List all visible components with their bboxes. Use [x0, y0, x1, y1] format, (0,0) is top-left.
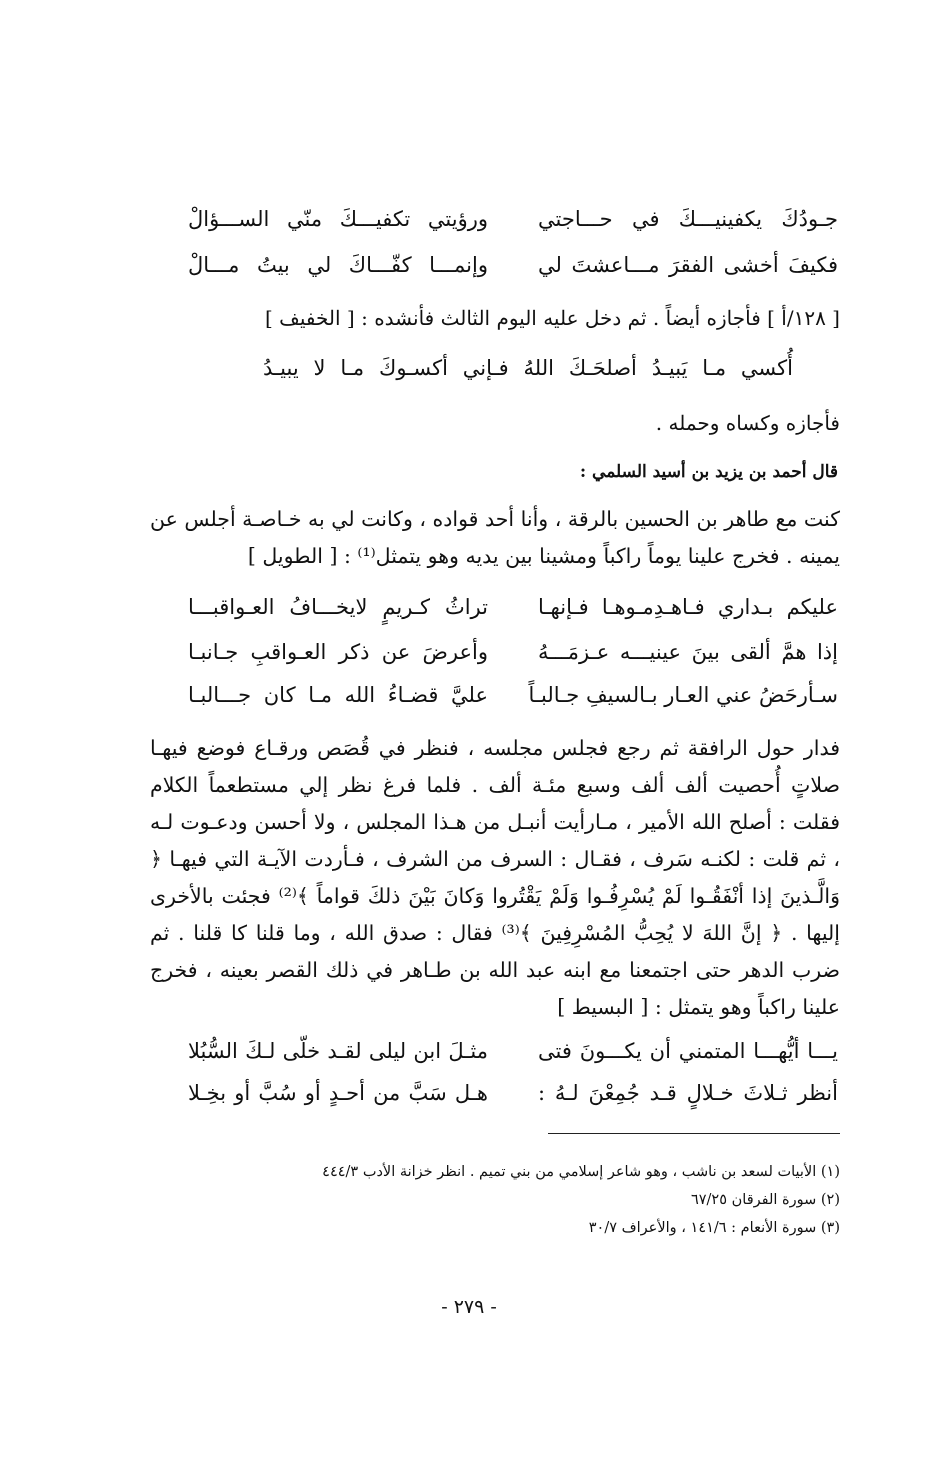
- verse-line: [188, 1036, 838, 1066]
- verse-second-hemistich: عليَّ قضـاءُ الله مـا كان جـــالبـا: [188, 683, 488, 707]
- narrative-paragraph: فدار حول الرافقة ثم رجع فجلس مجلسه ، فنظر في قُصَص ورقـاع فوضع فيهـا صلاتٍ أُحصيت ألف ألف وسبع مئـة ألف . فلما فرغ نظر إلي مستطعماً الكلام فقلت : أصلح الله الأمير ، مـارأيت أنبـل من هـذا المجلس ، ولا أحسن ودعـوت لـه ، ثم قلت : لكنـه سَرف ، فقـال : السرف من الشرف ، فـأردت الآيـة التي فيهـا ﴿ وَالَّـذينَ إذا أنْفَقُـوا لَمْ يُسْرِفُـوا وَلَمْ يَقْتُروا وَكانَ بَيْنَ ذلكَ قواماً ﴾⁽²⁾ فجئت بالأخرى إليها . ﴿ إنَّ اللهَ لا يُحِبُّ المُسْرِفِينَ ﴾⁽³⁾ فقال : صدق الله ، وما قلنا كا قلنا . ثم ضرب الدهر حتى اجتمعنا مع ابنه عبد الله بن طـاهر في ذلك القصر بعينه ، فخرج علينا راكباً وهو يتمثل : [ البسيط ]: [150, 736, 841, 1019]
- verse-first-hemistich: يـــا أيُّهـــا المتمني أن يكـــونَ فتى: [538, 1039, 838, 1063]
- verse-line: [188, 204, 838, 234]
- footnote: (٣) سورة الأنعام : ١٤١/٦ ، والأعراف ٣٠/٧: [588, 1220, 840, 1236]
- verse-line: [188, 592, 838, 622]
- footnote: (٢) سورة الفرقان ٦٧/٢٥: [690, 1192, 840, 1208]
- verse-second-hemistich: تراثُ كـريمٍ لايخـــافُ العـواقبـــا: [188, 595, 488, 619]
- single-verse: أُكسي مـا يَبيـدُ أصلحَـكَ اللهُ فـإني أكسـوكَ مـا لا يبيـدُ: [263, 356, 793, 380]
- verse-first-hemistich: عليكم بـداري فـاهـدِمـوهـا فـإنهـا: [538, 595, 838, 619]
- page-number: - ٢٧٩ -: [441, 1296, 497, 1318]
- footnotes: [322, 1158, 840, 1242]
- verse-first-hemistich: فكيفَ أخشى الفقرَ مـــاعشتَ لي: [538, 253, 838, 277]
- verse-second-hemistich: وأعرضَ عن ذكر العـواقبِ جـانبـا: [188, 640, 488, 664]
- footnote-separator: [548, 1133, 840, 1134]
- verse-first-hemistich: جـودُكَ يكفينيـــكَ في حـــاجتي: [538, 207, 838, 231]
- folio-paragraph: [ ١٢٨/أ ] فأجازه أيضاً . ثم دخل عليه اليوم الثالث فأنشده : [ الخفيف ]: [265, 306, 840, 330]
- verse-second-hemistich: مثـلَ ابن ليلى لقـد خلّى لـكَ السُّبُلا: [188, 1039, 488, 1063]
- verse-second-hemistich: ورؤيتي تكفيـــكَ منّي الســـؤالْ: [188, 207, 488, 231]
- verse-line: [188, 637, 838, 667]
- verse-line: [188, 250, 838, 280]
- closing-line: فأجازه وكساه وحمله .: [655, 411, 840, 435]
- section-heading: قال أحمد بن يزيد بن أسيد السلمي :: [579, 462, 838, 482]
- footnote: (١) الأبيات لسعد بن ناشب ، وهو شاعر إسلامي من بني تميم . انظر خزانة الأدب ٤٤٤/٣: [322, 1164, 840, 1180]
- verse-first-hemistich: أنظر ثـلاثَ خـلالٍ قـد جُمِعْنَ لـهُ :: [538, 1081, 838, 1105]
- narrative-paragraph: كنت مع طاهر بن الحسين بالرقة ، وأنا أحد قواده ، وكانت لي به خـاصـة أجلس عن يمينه . فخرج علينا يوماً راكباً ومشينا بين يديه وهو يتمثل⁽¹⁾ : [ الطويل ]: [150, 507, 840, 568]
- verse-line: [188, 680, 838, 710]
- verse-second-hemistich: وإنمـــا كفّـــاكَ لي بيتُ مـــالْ: [188, 253, 488, 277]
- verse-first-hemistich: سـأرحَضُ عني العـار بـالسيفِ جـالبـاً: [528, 683, 838, 707]
- verse-second-hemistich: هـل سَبَّ من أحـدٍ أو سُبَّ أو بخِـلا: [188, 1081, 488, 1105]
- verse-first-hemistich: إذا همَّ ألقى بينَ عينيـــه عـزمَـــهُ: [538, 640, 838, 664]
- verse-line: [188, 1078, 838, 1108]
